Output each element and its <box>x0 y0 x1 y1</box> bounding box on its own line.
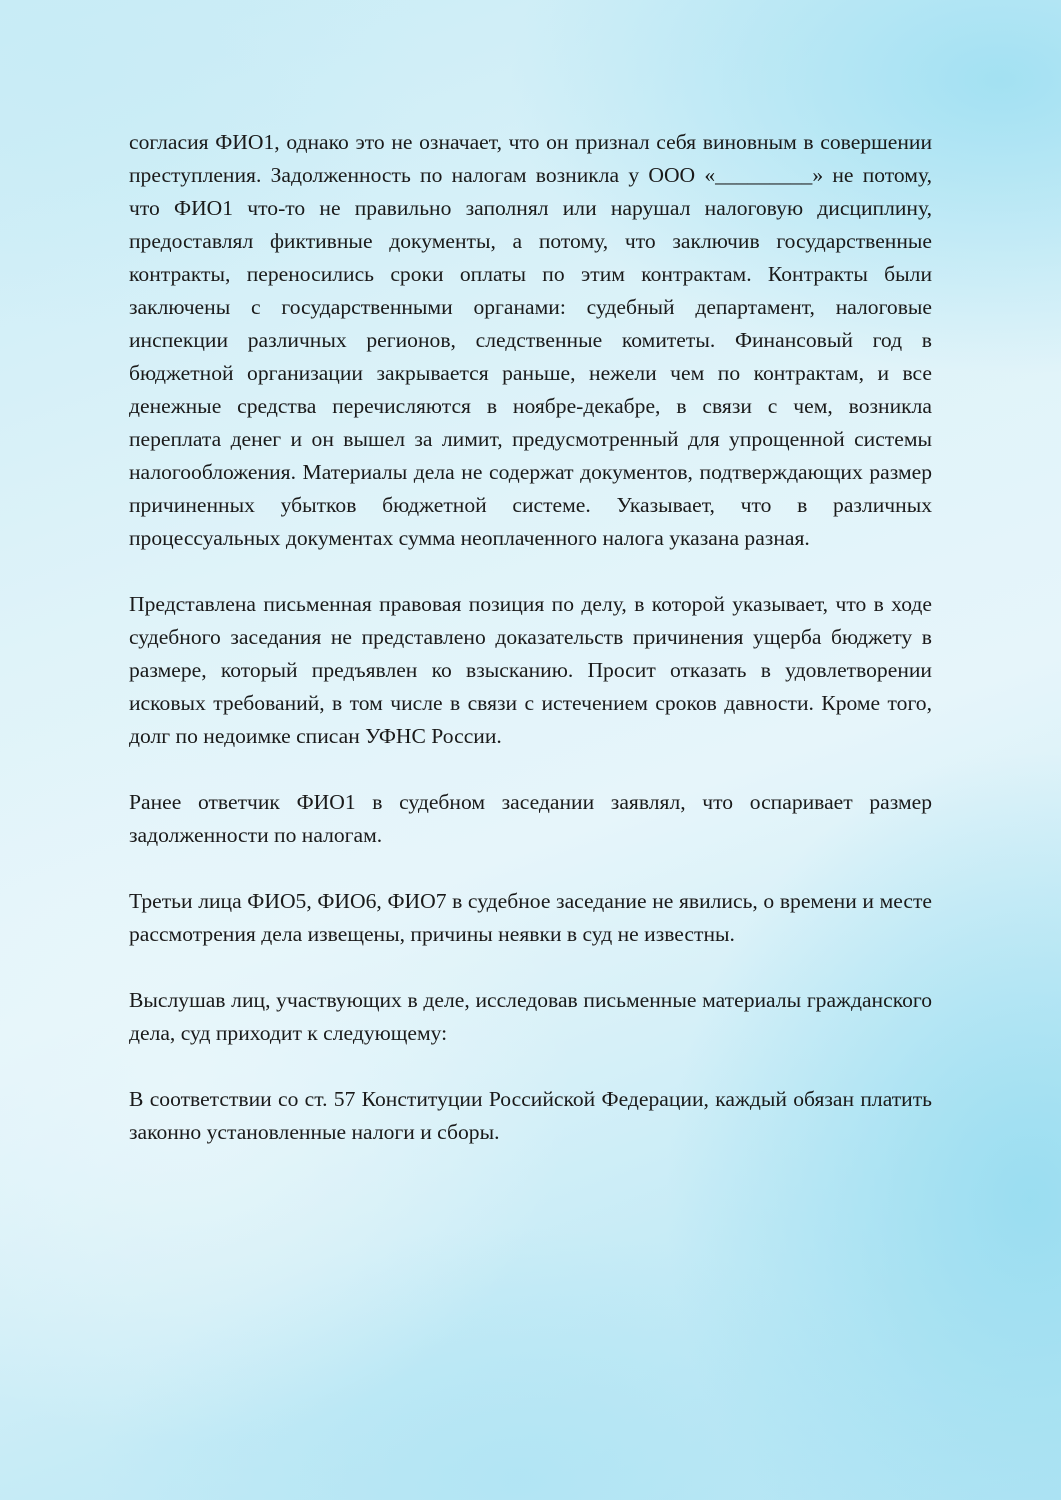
paragraph-spacer <box>129 852 932 885</box>
paragraph-spacer <box>129 753 932 786</box>
document-page <box>129 126 932 1149</box>
paragraph-spacer <box>129 555 932 588</box>
paragraph-3: Ранее ответчик ФИО1 в судебном заседании заявлял, что оспаривает размер задолженности по налогам. <box>129 790 932 847</box>
paragraph-spacer <box>129 1050 932 1083</box>
paragraph-spacer <box>129 951 932 984</box>
paragraph-2: Представлена письменная правовая позиция по делу, в которой указывает, что в ходе судебного заседания не представлено доказательств причинения ущерба бюджету в размере, который предъявлен ко взысканию. Просит отказать в удовлетворении исковых требований, в том числе в связи с истечением сроков давности. Кроме того, долг по недоимке списан УФНС России. <box>129 592 932 748</box>
paragraph-5: Выслушав лиц, участвующих в деле, исследовав письменные материалы гражданского дела, суд приходит к следующему: <box>129 988 932 1045</box>
paragraph-4: Третьи лица ФИО5, ФИО6, ФИО7 в судебное заседание не явились, о времени и месте рассмотрения дела извещены, причины неявки в суд не известны. <box>129 889 932 946</box>
paragraph-6: В соответствии со ст. 57 Конституции Российской Федерации, каждый обязан платить законно установленные налоги и сборы. <box>129 1087 932 1144</box>
paragraph-1: согласия ФИО1, однако это не означает, что он признал себя виновным в совершении преступления. Задолженность по налогам возникла у ООО «_________» не потому, что ФИО1 что-то не правильно заполнял или нарушал налоговую дисциплину, предоставлял фиктивные документы, а потому, что заключив государственные контракты, переносились сроки оплаты по этим контрактам. Контракты были заключены с государственными органами: судебный департамент, налоговые инспекции различных регионов, следственные комитеты. Финансовый год в бюджетной организации закрывается раньше, нежели чем по контрактам, и все денежные средства перечисляются в ноябре-декабре, в связи с чем, возникла переплата денег и он вышел за лимит, предусмотренный для упрощенной системы налогообложения. Материалы дела не содержат документов, подтверждающих размер причиненных убытков бюджетной системе. Указывает, что в различных процессуальных документах сумма неоплаченного налога указана разная. <box>129 130 932 550</box>
